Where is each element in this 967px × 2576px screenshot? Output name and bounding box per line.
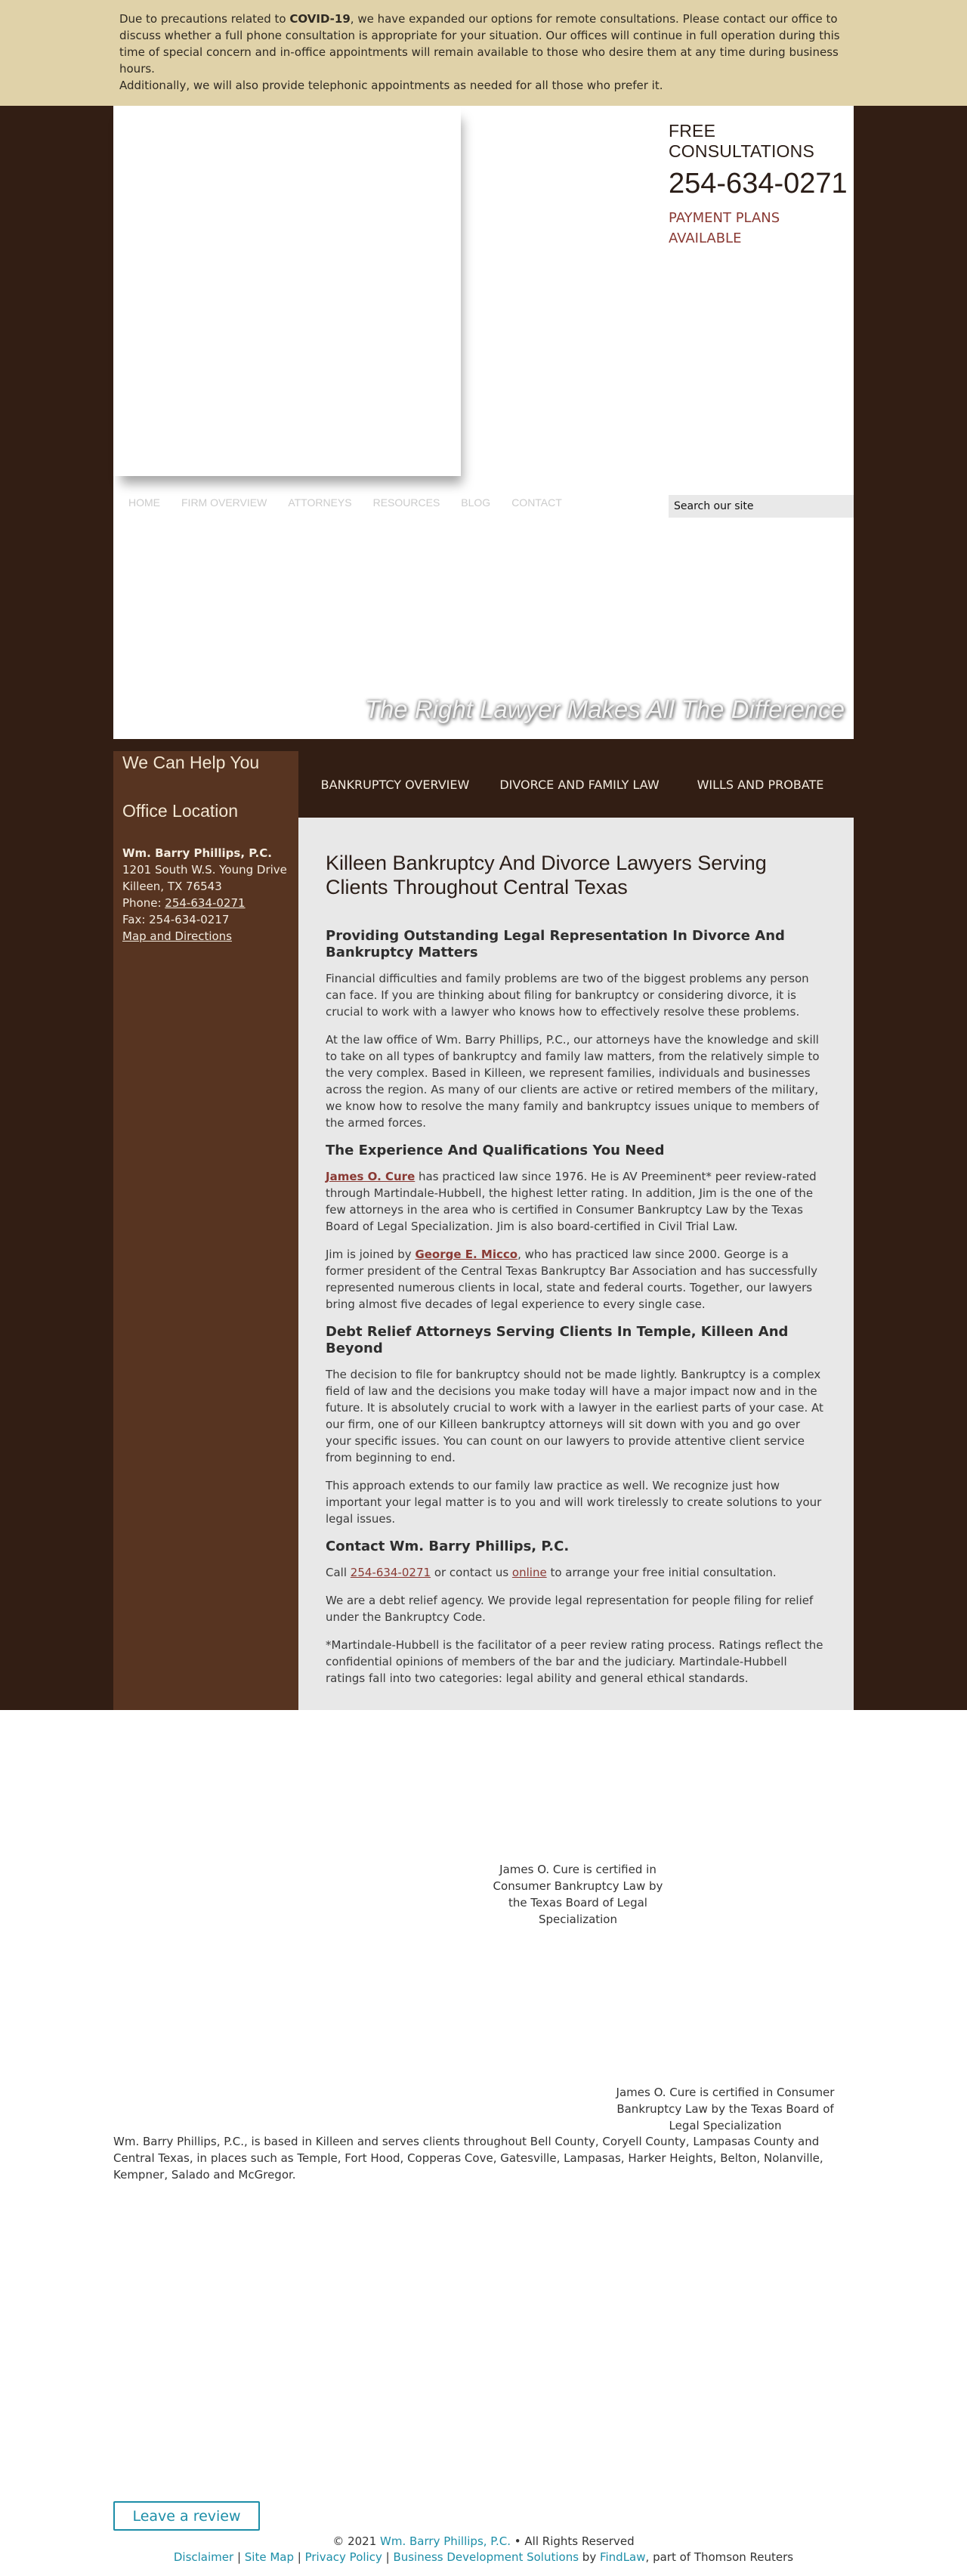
main-nav (128, 496, 583, 509)
page-band (0, 106, 967, 1710)
certification-caption: James O. Cure is certified in Consumer Bankruptcy Law by the Texas Board of Legal Specialization (616, 2086, 835, 2132)
copyright-suffix: • All Rights Reserved (511, 2534, 635, 2548)
attorney-link-george-micco[interactable]: George E. Micco (415, 1248, 518, 1261)
content-area (113, 739, 854, 1710)
nav-home[interactable]: HOME (128, 496, 160, 509)
thomson-reuters-text: , part of Thomson Reuters (645, 2550, 794, 2564)
paragraph: We are a debt relief agency. We provide legal representation for people filing for relief under the Bankruptcy Code. (326, 1594, 814, 1624)
site-header (113, 106, 854, 739)
nav-attorneys[interactable]: ATTORNEYS (288, 496, 352, 509)
paragraph: Financial difficulties and family problems are two of the biggest problems any person can face. If you are thinking about filing for bankruptcy or considering divorce, it is crucial to work with a lawyer who knows how to effectively resolve these problems. (326, 972, 809, 1019)
right-column (298, 751, 854, 1710)
covid-text-prefix: Due to precautions related to (119, 12, 290, 26)
nav-blog[interactable]: BLOG (461, 496, 491, 509)
street-address: 1201 South W.S. Young Drive (122, 863, 287, 877)
main-content (298, 818, 854, 1710)
paragraph-text: or contact us (431, 1566, 512, 1579)
service-area-text: Wm. Barry Phillips, P.C., is based in Killeen and serves clients throughout Bell County, Coryell County, Lampasas County and Central Texas, in places such as Temple, Fort Hood, Copperas Cove, Gatesville, Lampasas, Harker Heights, Belton, Nolanville, Kempner, Salado and McGregor. (113, 2135, 823, 2182)
separator: | (233, 2550, 245, 2564)
attorney-link-james-cure[interactable]: James O. Cure (326, 1170, 416, 1183)
nav-contact[interactable]: CONTACT (511, 496, 562, 509)
lower-section (113, 1710, 854, 2488)
city-state-zip: Killeen, TX 76543 (122, 880, 222, 893)
privacy-policy-link[interactable]: Privacy Policy (304, 2550, 382, 2564)
paragraph: The decision to file for bankruptcy should not be made lightly. Bankruptcy is a complex field of law and the decisions you make today will have a major impact now and in the future. It is absolutely crucial to work with a lawyer in the earliest parts of your case. At our firm, one of our Killeen bankruptcy attorneys will sit down with you and go over your specific issues. You can count on our lawyers to provide attentive client service from beginning to end. (326, 1368, 823, 1464)
by-text: by (579, 2550, 600, 2564)
paragraph: *Martindale-Hubbell is the facilitator of a peer review rating process. Ratings reflect the confidential opinions of members of the bar and the judiciary. Martindale-Hubbell ratings fall into two categories: legal ability and general ethical standards. (326, 1638, 823, 1685)
paragraph-text: has practiced law since 1976. He is AV Preeminent* peer review-rated through Martindale-Hubbell, the highest letter rating. In addition, Jim is the one of the few attorneys in the area who is certified in Consumer Bankruptcy Law by the Texas Board of Legal Specialization. Jim is also board-certified in Civil Trial Law. (326, 1170, 817, 1233)
leave-review-button[interactable]: Leave a review (113, 2501, 260, 2531)
site-footer (113, 2488, 854, 2576)
map-directions-link[interactable]: Map and Directions (122, 929, 232, 943)
footer-links (113, 2549, 854, 2565)
nav-divorce-family-law[interactable]: DIVORCE AND FAMILY LAW (499, 777, 660, 792)
phone-label: Phone: (122, 896, 165, 910)
firm-home-link[interactable]: Wm. Barry Phillips, P.C. (380, 2534, 511, 2548)
sidebar (113, 751, 298, 1710)
logo-image-area[interactable] (113, 106, 461, 476)
section-heading-debt-relief: Debt Relief Attorneys Serving Clients In Temple, Killeen And Beyond (326, 1324, 789, 1356)
contact-online-link[interactable]: online (511, 1566, 547, 1579)
office-address (122, 845, 289, 945)
covid-text-line2: Additionally, we will also provide telephonic appointments as needed for all those who prefer it. (119, 79, 663, 92)
section-heading-representation: Providing Outstanding Legal Representation In Divorce And Bankruptcy Matters (326, 928, 785, 960)
nav-firm-overview[interactable]: FIRM OVERVIEW (181, 496, 267, 509)
paragraph-text: , who has practiced law since 2000. George is a former president of the Central Texas Bankruptcy Bar Association and has successfully represented numerous clients in local, state and federal courts. Together, our lawyers bring almost five decades of legal experience to every single case. (326, 1248, 818, 1311)
contact-phone-link[interactable]: 254-634-0271 (350, 1566, 431, 1579)
fax-number: Fax: 254-634-0217 (122, 913, 230, 926)
covid-banner (0, 0, 967, 106)
office-location-heading: Office Location (122, 801, 239, 821)
paragraph (326, 1168, 826, 1235)
covid-keyword: COVID-19 (289, 12, 351, 26)
free-consultations-label: FREE CONSULTATIONS (669, 121, 815, 161)
nav-bankruptcy-overview[interactable]: BANKRUPTCY OVERVIEW (320, 777, 470, 792)
practice-area-nav (298, 751, 854, 818)
findlaw-link[interactable]: FindLaw (599, 2550, 646, 2564)
header-contact (669, 121, 850, 249)
sidebar-heading: We Can Help You (122, 753, 260, 772)
section-heading-experience: The Experience And Qualifications You Need (326, 1143, 665, 1158)
copyright-prefix: © 2021 (332, 2534, 381, 2548)
certification-caption: James O. Cure is certified in Consumer Bankruptcy Law by the Texas Board of Legal Specialization (493, 1863, 663, 1926)
paragraph (326, 1246, 826, 1313)
hero-tagline: The Right Lawyer Makes All The Difference (364, 695, 845, 723)
section-heading-contact: Contact Wm. Barry Phillips, P.C. (326, 1538, 570, 1554)
paragraph-text: Jim is joined by (326, 1248, 416, 1261)
site-map-link[interactable]: Site Map (244, 2550, 295, 2564)
paragraph-text: to arrange your free initial consultation. (546, 1566, 777, 1579)
disclaimer-link[interactable]: Disclaimer (173, 2550, 234, 2564)
paragraph: At the law office of Wm. Barry Phillips, P.C., our attorneys have the knowledge and skill to take on all types of bankruptcy and family law matters, from the relatively simple to the very complex. Based in Killeen, we represent families, individuals and businesses across the region. As many of our clients are active or retired members of the military, we know how to resolve the many family and bankruptcy issues unique to members of the armed forces. (326, 1033, 820, 1130)
header-phone[interactable]: 254-634-0271 (669, 168, 848, 199)
paragraph (326, 1564, 826, 1581)
payment-plans-label: PAYMENT PLANS AVAILABLE (669, 210, 780, 246)
separator: | (294, 2550, 305, 2564)
covid-text-suffix: , we have expanded our options for remote consultations. Please contact our office to discuss whether a full phone consultation is appropriate for your situation. Our offices will continue in full operation during this time of special concern and in-office appointments will remain available to those who desire them at any time during business hours. (119, 12, 840, 76)
nav-wills-probate[interactable]: WILLS AND PROBATE (697, 777, 824, 792)
page-title: Killeen Bankruptcy And Divorce Lawyers Serving Clients Throughout Central Texas (326, 852, 767, 898)
firm-name: Wm. Barry Phillips, P.C. (122, 846, 272, 860)
sidebar-phone-link[interactable]: 254-634-0271 (165, 896, 246, 910)
paragraph: This approach extends to our family law practice as well. We recognize just how important your legal matter is to you and will work tirelessly to create solutions to your legal issues. (326, 1479, 822, 1526)
paragraph-text: Call (326, 1566, 351, 1579)
search-input[interactable] (669, 495, 854, 518)
separator: | (382, 2550, 394, 2564)
business-development-link[interactable]: Business Development Solutions (393, 2550, 579, 2564)
copyright (113, 2533, 854, 2550)
nav-resources[interactable]: RESOURCES (372, 496, 440, 509)
